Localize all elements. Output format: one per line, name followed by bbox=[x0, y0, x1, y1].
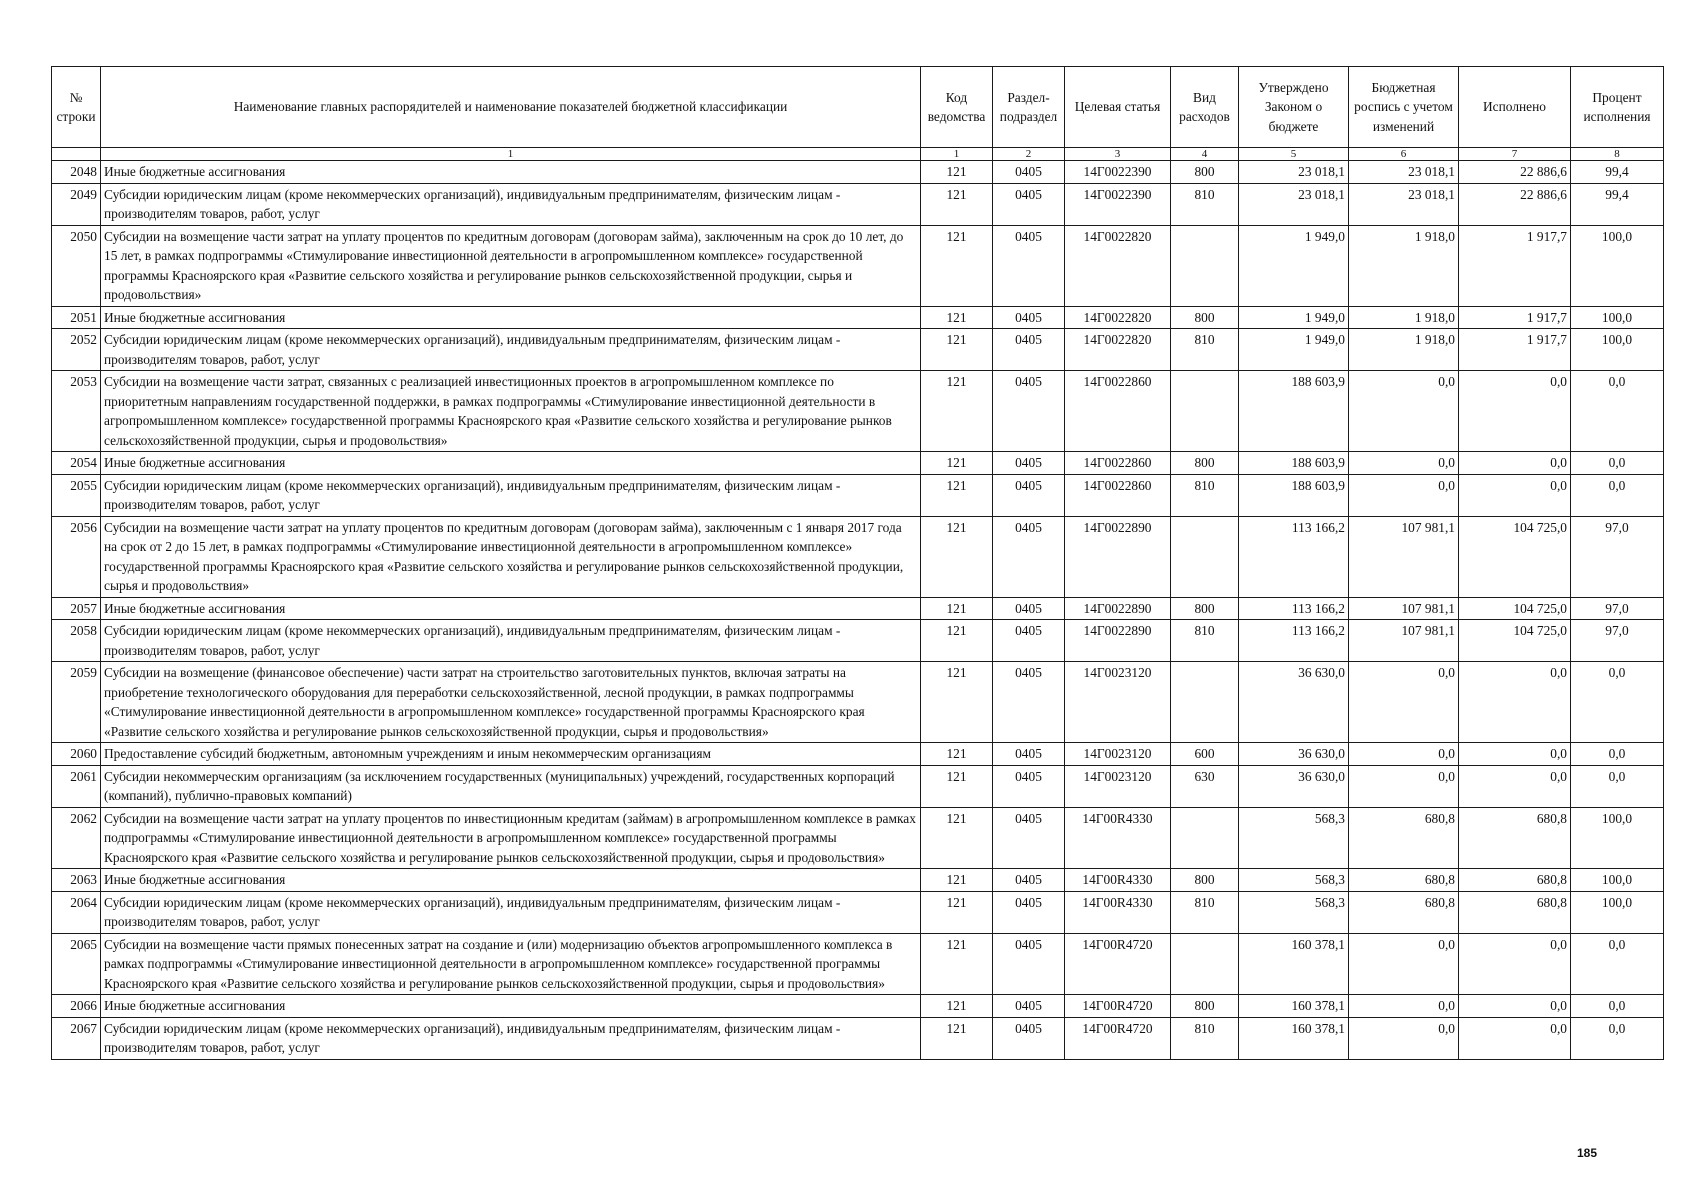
approved-cell: 188 603,9 bbox=[1239, 452, 1349, 475]
expense-type-cell bbox=[1171, 933, 1239, 995]
row-number-cell: 2063 bbox=[52, 869, 101, 892]
column-number: 8 bbox=[1571, 148, 1664, 161]
section-cell: 0405 bbox=[993, 662, 1065, 743]
target-article-cell: 14Г0022820 bbox=[1065, 329, 1171, 371]
row-name-cell: Субсидии на возмещение части прямых понесенных затрат на создание и (или) модернизацию объектов агропромышленного комплекса в рамках подпрограммы «Стимулирование инвестиционной деятельности в агропромышленном комплексе» государственной программы Красноярского края «Развитие сельского хозяйства и регулирование рынков сельскохозяйственной продукции, сырья и продовольствия» bbox=[101, 933, 921, 995]
percent-cell: 0,0 bbox=[1571, 743, 1664, 766]
row-number-cell: 2066 bbox=[52, 995, 101, 1018]
budget-schedule-cell: 23 018,1 bbox=[1349, 183, 1459, 225]
table-row bbox=[52, 891, 1664, 933]
row-name-cell: Предоставление субсидий бюджетным, автономным учреждениям и иным некоммерческим организациям bbox=[101, 743, 921, 766]
percent-cell: 0,0 bbox=[1571, 995, 1664, 1018]
target-article-cell: 14Г0022890 bbox=[1065, 597, 1171, 620]
percent-cell: 99,4 bbox=[1571, 183, 1664, 225]
approved-cell: 188 603,9 bbox=[1239, 474, 1349, 516]
executed-cell: 0,0 bbox=[1459, 1017, 1571, 1059]
target-article-cell: 14Г00R4330 bbox=[1065, 869, 1171, 892]
table-row bbox=[52, 933, 1664, 995]
column-number: 2 bbox=[993, 148, 1065, 161]
percent-cell: 0,0 bbox=[1571, 474, 1664, 516]
table-row bbox=[52, 474, 1664, 516]
row-name-cell: Иные бюджетные ассигнования bbox=[101, 161, 921, 184]
dept-code-cell: 121 bbox=[921, 995, 993, 1018]
dept-code-cell: 121 bbox=[921, 891, 993, 933]
section-cell: 0405 bbox=[993, 743, 1065, 766]
percent-cell: 0,0 bbox=[1571, 371, 1664, 452]
table-row bbox=[52, 995, 1664, 1018]
row-number-cell: 2051 bbox=[52, 306, 101, 329]
executed-cell: 680,8 bbox=[1459, 891, 1571, 933]
percent-cell: 0,0 bbox=[1571, 662, 1664, 743]
row-name-cell: Субсидии на возмещение (финансовое обеспечение) части затрат на строительство заготовительных пунктов, включая затраты на приобретение технологического оборудования для переработки сельскохозяйственной, лесной продукции, в рамках подпрограммы «Стимулирование инвестиционной деятельности в агропромышленном комплексе» государственной программы Красноярского края «Развитие сельского хозяйства и регулирование рынков сельскохозяйственной продукции, сырья и продовольствия» bbox=[101, 662, 921, 743]
percent-cell: 97,0 bbox=[1571, 597, 1664, 620]
approved-cell: 568,3 bbox=[1239, 807, 1349, 869]
percent-cell: 0,0 bbox=[1571, 1017, 1664, 1059]
executed-cell: 680,8 bbox=[1459, 807, 1571, 869]
approved-cell: 113 166,2 bbox=[1239, 516, 1349, 597]
expense-type-cell bbox=[1171, 225, 1239, 306]
expense-type-cell bbox=[1171, 807, 1239, 869]
executed-cell: 1 917,7 bbox=[1459, 306, 1571, 329]
executed-cell: 680,8 bbox=[1459, 869, 1571, 892]
table-row bbox=[52, 807, 1664, 869]
row-name-cell: Субсидии на возмещение части затрат на уплату процентов по инвестиционным кредитам (займам) в агропромышленном комплексе в рамках подпрограммы «Стимулирование инвестиционной деятельности в агропромышленном комплексе» государственной программы Красноярского края «Развитие сельского хозяйства и регулирование рынков сельскохозяйственной продукции, сырья и продовольствия» bbox=[101, 807, 921, 869]
table-row bbox=[52, 620, 1664, 662]
dept-code-cell: 121 bbox=[921, 933, 993, 995]
budget-schedule-cell: 680,8 bbox=[1349, 891, 1459, 933]
dept-code-cell: 121 bbox=[921, 1017, 993, 1059]
dept-code-cell: 121 bbox=[921, 371, 993, 452]
row-number-cell: 2049 bbox=[52, 183, 101, 225]
expense-type-cell bbox=[1171, 516, 1239, 597]
section-cell: 0405 bbox=[993, 995, 1065, 1018]
header-name: Наименование главных распорядителей и наименование показателей бюджетной классификации bbox=[101, 67, 921, 148]
row-number-cell: 2053 bbox=[52, 371, 101, 452]
section-cell: 0405 bbox=[993, 1017, 1065, 1059]
target-article-cell: 14Г0022890 bbox=[1065, 620, 1171, 662]
header-target-article: Целевая статья bbox=[1065, 67, 1171, 148]
header-dept-code: Код ведомства bbox=[921, 67, 993, 148]
section-cell: 0405 bbox=[993, 765, 1065, 807]
table-row bbox=[52, 597, 1664, 620]
expense-type-cell: 630 bbox=[1171, 765, 1239, 807]
row-number-cell: 2057 bbox=[52, 597, 101, 620]
executed-cell: 1 917,7 bbox=[1459, 225, 1571, 306]
target-article-cell: 14Г0023120 bbox=[1065, 765, 1171, 807]
dept-code-cell: 121 bbox=[921, 452, 993, 475]
budget-schedule-cell: 23 018,1 bbox=[1349, 161, 1459, 184]
approved-cell: 568,3 bbox=[1239, 891, 1349, 933]
row-number-cell: 2056 bbox=[52, 516, 101, 597]
executed-cell: 0,0 bbox=[1459, 371, 1571, 452]
row-number-cell: 2060 bbox=[52, 743, 101, 766]
approved-cell: 36 630,0 bbox=[1239, 662, 1349, 743]
row-name-cell: Иные бюджетные ассигнования bbox=[101, 995, 921, 1018]
table-row bbox=[52, 452, 1664, 475]
row-name-cell: Иные бюджетные ассигнования bbox=[101, 869, 921, 892]
executed-cell: 0,0 bbox=[1459, 743, 1571, 766]
table-row bbox=[52, 765, 1664, 807]
expense-type-cell bbox=[1171, 662, 1239, 743]
dept-code-cell: 121 bbox=[921, 306, 993, 329]
header-section: Раздел-подраздел bbox=[993, 67, 1065, 148]
row-number-cell: 2054 bbox=[52, 452, 101, 475]
dept-code-cell: 121 bbox=[921, 869, 993, 892]
percent-cell: 97,0 bbox=[1571, 516, 1664, 597]
section-cell: 0405 bbox=[993, 225, 1065, 306]
budget-schedule-cell: 107 981,1 bbox=[1349, 516, 1459, 597]
executed-cell: 22 886,6 bbox=[1459, 183, 1571, 225]
percent-cell: 97,0 bbox=[1571, 620, 1664, 662]
section-cell: 0405 bbox=[993, 516, 1065, 597]
target-article-cell: 14Г0022390 bbox=[1065, 183, 1171, 225]
section-cell: 0405 bbox=[993, 933, 1065, 995]
budget-execution-table bbox=[51, 66, 1664, 1060]
table-row bbox=[52, 183, 1664, 225]
dept-code-cell: 121 bbox=[921, 620, 993, 662]
percent-cell: 100,0 bbox=[1571, 869, 1664, 892]
row-name-cell: Субсидии юридическим лицам (кроме некоммерческих организаций), индивидуальным предпринимателям, физическим лицам - производителям товаров, работ, услуг bbox=[101, 183, 921, 225]
dept-code-cell: 121 bbox=[921, 743, 993, 766]
section-cell: 0405 bbox=[993, 183, 1065, 225]
target-article-cell: 14Г0022890 bbox=[1065, 516, 1171, 597]
row-name-cell: Субсидии юридическим лицам (кроме некоммерческих организаций), индивидуальным предпринимателям, физическим лицам - производителям товаров, работ, услуг bbox=[101, 620, 921, 662]
column-number: 6 bbox=[1349, 148, 1459, 161]
dept-code-cell: 121 bbox=[921, 329, 993, 371]
header-row-no: № строки bbox=[52, 67, 101, 148]
expense-type-cell: 800 bbox=[1171, 869, 1239, 892]
target-article-cell: 14Г0022860 bbox=[1065, 371, 1171, 452]
column-number: 1 bbox=[921, 148, 993, 161]
executed-cell: 1 917,7 bbox=[1459, 329, 1571, 371]
executed-cell: 104 725,0 bbox=[1459, 597, 1571, 620]
row-name-cell: Субсидии юридическим лицам (кроме некоммерческих организаций), индивидуальным предпринимателям, физическим лицам - производителям товаров, работ, услуг bbox=[101, 891, 921, 933]
percent-cell: 100,0 bbox=[1571, 891, 1664, 933]
executed-cell: 104 725,0 bbox=[1459, 620, 1571, 662]
section-cell: 0405 bbox=[993, 620, 1065, 662]
executed-cell: 0,0 bbox=[1459, 995, 1571, 1018]
approved-cell: 1 949,0 bbox=[1239, 306, 1349, 329]
section-cell: 0405 bbox=[993, 306, 1065, 329]
row-name-cell: Субсидии юридическим лицам (кроме некоммерческих организаций), индивидуальным предпринимателям, физическим лицам - производителям товаров, работ, услуг bbox=[101, 1017, 921, 1059]
approved-cell: 23 018,1 bbox=[1239, 161, 1349, 184]
approved-cell: 568,3 bbox=[1239, 869, 1349, 892]
percent-cell: 100,0 bbox=[1571, 225, 1664, 306]
section-cell: 0405 bbox=[993, 329, 1065, 371]
expense-type-cell: 800 bbox=[1171, 306, 1239, 329]
target-article-cell: 14Г0022390 bbox=[1065, 161, 1171, 184]
expense-type-cell: 810 bbox=[1171, 1017, 1239, 1059]
table-row bbox=[52, 161, 1664, 184]
section-cell: 0405 bbox=[993, 474, 1065, 516]
row-number-cell: 2052 bbox=[52, 329, 101, 371]
row-name-cell: Субсидии на возмещение части затрат на уплату процентов по кредитным договорам (договорам займа), заключенным на срок до 10 лет, до 15 лет, в рамках подпрограммы «Стимулирование инвестиционной деятельности в агропромышленном комплексе» государственной программы Красноярского края «Развитие сельского хозяйства и регулирование рынков сельскохозяйственной продукции, сырья и продовольствия» bbox=[101, 225, 921, 306]
header-row bbox=[52, 67, 1664, 148]
approved-cell: 113 166,2 bbox=[1239, 597, 1349, 620]
header-executed: Исполнено bbox=[1459, 67, 1571, 148]
dept-code-cell: 121 bbox=[921, 474, 993, 516]
percent-cell: 0,0 bbox=[1571, 933, 1664, 995]
approved-cell: 160 378,1 bbox=[1239, 995, 1349, 1018]
percent-cell: 100,0 bbox=[1571, 807, 1664, 869]
row-name-cell: Субсидии юридическим лицам (кроме некоммерческих организаций), индивидуальным предпринимателям, физическим лицам - производителям товаров, работ, услуг bbox=[101, 474, 921, 516]
table-row bbox=[52, 329, 1664, 371]
row-name-cell: Иные бюджетные ассигнования bbox=[101, 306, 921, 329]
dept-code-cell: 121 bbox=[921, 183, 993, 225]
header-percent: Процент исполнения bbox=[1571, 67, 1664, 148]
row-number-cell: 2062 bbox=[52, 807, 101, 869]
budget-schedule-cell: 0,0 bbox=[1349, 1017, 1459, 1059]
table-row bbox=[52, 306, 1664, 329]
column-number: 4 bbox=[1171, 148, 1239, 161]
row-number-cell: 2048 bbox=[52, 161, 101, 184]
budget-schedule-cell: 107 981,1 bbox=[1349, 597, 1459, 620]
row-number-cell: 2059 bbox=[52, 662, 101, 743]
budget-schedule-cell: 680,8 bbox=[1349, 807, 1459, 869]
row-number-cell: 2058 bbox=[52, 620, 101, 662]
approved-cell: 1 949,0 bbox=[1239, 225, 1349, 306]
dept-code-cell: 121 bbox=[921, 807, 993, 869]
percent-cell: 0,0 bbox=[1571, 765, 1664, 807]
table-row bbox=[52, 743, 1664, 766]
budget-schedule-cell: 1 918,0 bbox=[1349, 225, 1459, 306]
budget-schedule-cell: 0,0 bbox=[1349, 933, 1459, 995]
target-article-cell: 14Г0022820 bbox=[1065, 306, 1171, 329]
target-article-cell: 14Г00R4330 bbox=[1065, 807, 1171, 869]
row-name-cell: Субсидии юридическим лицам (кроме некоммерческих организаций), индивидуальным предпринимателям, физическим лицам - производителям товаров, работ, услуг bbox=[101, 329, 921, 371]
expense-type-cell: 810 bbox=[1171, 329, 1239, 371]
approved-cell: 1 949,0 bbox=[1239, 329, 1349, 371]
column-number: 3 bbox=[1065, 148, 1171, 161]
section-cell: 0405 bbox=[993, 371, 1065, 452]
expense-type-cell: 810 bbox=[1171, 474, 1239, 516]
row-name-cell: Субсидии некоммерческим организациям (за исключением государственных (муниципальных) учреждений, государственных корпораций (компаний), публично-правовых компаний) bbox=[101, 765, 921, 807]
expense-type-cell: 600 bbox=[1171, 743, 1239, 766]
approved-cell: 188 603,9 bbox=[1239, 371, 1349, 452]
table-row bbox=[52, 869, 1664, 892]
table-body bbox=[52, 161, 1664, 1060]
budget-schedule-cell: 0,0 bbox=[1349, 452, 1459, 475]
header-expense-type: Вид расходов bbox=[1171, 67, 1239, 148]
target-article-cell: 14Г00R4720 bbox=[1065, 995, 1171, 1018]
executed-cell: 104 725,0 bbox=[1459, 516, 1571, 597]
target-article-cell: 14Г00R4720 bbox=[1065, 933, 1171, 995]
section-cell: 0405 bbox=[993, 891, 1065, 933]
header-budget-schedule: Бюджетная роспись с учетом изменений bbox=[1349, 67, 1459, 148]
table-row bbox=[52, 662, 1664, 743]
target-article-cell: 14Г00R4720 bbox=[1065, 1017, 1171, 1059]
budget-schedule-cell: 1 918,0 bbox=[1349, 306, 1459, 329]
approved-cell: 23 018,1 bbox=[1239, 183, 1349, 225]
dept-code-cell: 121 bbox=[921, 662, 993, 743]
expense-type-cell: 810 bbox=[1171, 183, 1239, 225]
budget-schedule-cell: 0,0 bbox=[1349, 765, 1459, 807]
row-number-cell: 2067 bbox=[52, 1017, 101, 1059]
table-row bbox=[52, 516, 1664, 597]
dept-code-cell: 121 bbox=[921, 597, 993, 620]
column-number-row bbox=[52, 148, 1664, 161]
budget-schedule-cell: 0,0 bbox=[1349, 474, 1459, 516]
dept-code-cell: 121 bbox=[921, 765, 993, 807]
percent-cell: 0,0 bbox=[1571, 452, 1664, 475]
section-cell: 0405 bbox=[993, 597, 1065, 620]
percent-cell: 100,0 bbox=[1571, 306, 1664, 329]
column-number: 5 bbox=[1239, 148, 1349, 161]
expense-type-cell: 800 bbox=[1171, 161, 1239, 184]
budget-schedule-cell: 0,0 bbox=[1349, 743, 1459, 766]
executed-cell: 22 886,6 bbox=[1459, 161, 1571, 184]
budget-schedule-cell: 0,0 bbox=[1349, 371, 1459, 452]
target-article-cell: 14Г0023120 bbox=[1065, 662, 1171, 743]
target-article-cell: 14Г0022820 bbox=[1065, 225, 1171, 306]
row-number-cell: 2050 bbox=[52, 225, 101, 306]
budget-schedule-cell: 0,0 bbox=[1349, 995, 1459, 1018]
target-article-cell: 14Г0023120 bbox=[1065, 743, 1171, 766]
approved-cell: 36 630,0 bbox=[1239, 765, 1349, 807]
row-number-cell: 2065 bbox=[52, 933, 101, 995]
percent-cell: 99,4 bbox=[1571, 161, 1664, 184]
section-cell: 0405 bbox=[993, 161, 1065, 184]
executed-cell: 0,0 bbox=[1459, 452, 1571, 475]
column-number: 1 bbox=[101, 148, 921, 161]
executed-cell: 0,0 bbox=[1459, 765, 1571, 807]
target-article-cell: 14Г0022860 bbox=[1065, 452, 1171, 475]
expense-type-cell: 800 bbox=[1171, 452, 1239, 475]
row-name-cell: Субсидии на возмещение части затрат на уплату процентов по кредитным договорам (договорам займа), заключенным с 1 января 2017 года на срок от 2 до 15 лет, в рамках подпрограммы «Стимулирование инвестиционной деятельности в агропромышленном комплексе» государственной программы Красноярского края «Развитие сельского хозяйства и регулирование рынков сельскохозяйственной продукции, сырья и продовольствия» bbox=[101, 516, 921, 597]
section-cell: 0405 bbox=[993, 807, 1065, 869]
budget-schedule-cell: 1 918,0 bbox=[1349, 329, 1459, 371]
executed-cell: 0,0 bbox=[1459, 933, 1571, 995]
percent-cell: 100,0 bbox=[1571, 329, 1664, 371]
expense-type-cell: 810 bbox=[1171, 891, 1239, 933]
header-approved: Утверждено Законом о бюджете bbox=[1239, 67, 1349, 148]
target-article-cell: 14Г0022860 bbox=[1065, 474, 1171, 516]
dept-code-cell: 121 bbox=[921, 161, 993, 184]
budget-schedule-cell: 680,8 bbox=[1349, 869, 1459, 892]
approved-cell: 36 630,0 bbox=[1239, 743, 1349, 766]
section-cell: 0405 bbox=[993, 452, 1065, 475]
budget-schedule-cell: 107 981,1 bbox=[1349, 620, 1459, 662]
row-number-cell: 2061 bbox=[52, 765, 101, 807]
expense-type-cell: 800 bbox=[1171, 995, 1239, 1018]
row-number-cell: 2064 bbox=[52, 891, 101, 933]
row-name-cell: Иные бюджетные ассигнования bbox=[101, 452, 921, 475]
table-row bbox=[52, 225, 1664, 306]
row-name-cell: Субсидии на возмещение части затрат, связанных с реализацией инвестиционных проектов в агропромышленном комплексе по приоритетным направлениям государственной поддержки, в рамках подпрограммы «Стимулирование инвестиционной деятельности в агропромышленном комплексе» государственной программы Красноярского края «Развитие сельского хозяйства и регулирование рынков сельскохозяйственной продукции, сырья и продовольствия» bbox=[101, 371, 921, 452]
row-number-cell: 2055 bbox=[52, 474, 101, 516]
row-name-cell: Иные бюджетные ассигнования bbox=[101, 597, 921, 620]
dept-code-cell: 121 bbox=[921, 516, 993, 597]
dept-code-cell: 121 bbox=[921, 225, 993, 306]
column-number bbox=[52, 148, 101, 161]
expense-type-cell: 800 bbox=[1171, 597, 1239, 620]
budget-schedule-cell: 0,0 bbox=[1349, 662, 1459, 743]
section-cell: 0405 bbox=[993, 869, 1065, 892]
executed-cell: 0,0 bbox=[1459, 474, 1571, 516]
table-row bbox=[52, 371, 1664, 452]
approved-cell: 160 378,1 bbox=[1239, 933, 1349, 995]
expense-type-cell bbox=[1171, 371, 1239, 452]
approved-cell: 160 378,1 bbox=[1239, 1017, 1349, 1059]
approved-cell: 113 166,2 bbox=[1239, 620, 1349, 662]
executed-cell: 0,0 bbox=[1459, 662, 1571, 743]
target-article-cell: 14Г00R4330 bbox=[1065, 891, 1171, 933]
expense-type-cell: 810 bbox=[1171, 620, 1239, 662]
page-number: 185 bbox=[1577, 1146, 1598, 1160]
column-number: 7 bbox=[1459, 148, 1571, 161]
table-row bbox=[52, 1017, 1664, 1059]
